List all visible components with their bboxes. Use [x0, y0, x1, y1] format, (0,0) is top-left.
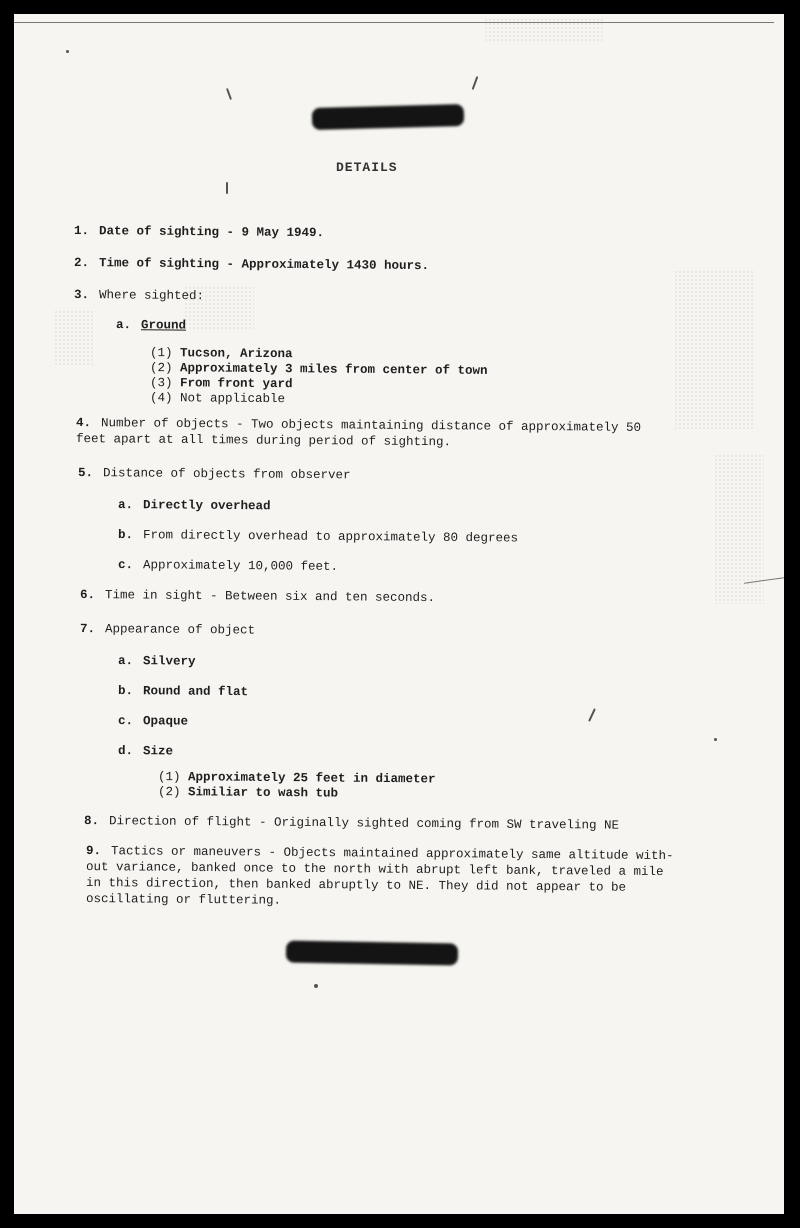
- item-7d: d. Size: [117, 744, 174, 759]
- scan-speck: [714, 738, 717, 741]
- scan-noise-mid: [184, 286, 254, 330]
- item-5a: a. Directly overhead: [117, 498, 271, 514]
- document-title: DETAILS: [336, 160, 398, 175]
- item-8: 8. Direction of flight - Originally sighted coming from SW traveling NE: [83, 814, 620, 833]
- item-5: 5. Distance of objects from observer: [77, 466, 351, 483]
- item-3a-3: (3) From front yard: [149, 376, 293, 392]
- item-3a: a. Ground: [115, 318, 187, 333]
- scan-speck: [314, 984, 318, 988]
- scan-edge-line-top: [14, 22, 774, 23]
- item-1: 1. Date of sighting - 9 May 1949.: [73, 224, 325, 241]
- item-7b: b. Round and flat: [117, 684, 249, 700]
- item-6: 6. Time in sight - Between six and ten seconds.: [79, 588, 436, 606]
- scan-speck: [66, 50, 69, 53]
- item-4-line1: 4. Number of objects - Two objects maintaining distance of approximately 50: [75, 416, 642, 435]
- redaction-top: [312, 104, 465, 130]
- item-7d-2: (2) Similiar to wash tub: [157, 785, 339, 801]
- redaction-bottom: [286, 941, 458, 966]
- item-7: 7. Appearance of object: [79, 622, 256, 638]
- item-9-line3: in this direction, then banked abruptly to NE. They did not appear to be: [85, 876, 627, 895]
- item-3a-2: (2) Approximately 3 miles from center of town: [149, 361, 488, 378]
- scan-speck: [226, 182, 228, 194]
- item-5b: b. From directly overhead to approximately 80 degrees: [117, 528, 519, 546]
- item-2: 2. Time of sighting - Approximately 1430 hours.: [73, 256, 430, 274]
- item-4-line2: feet apart at all times during period of sighting.: [75, 432, 452, 450]
- item-7d-1: (1) Approximately 25 feet in diameter: [157, 770, 436, 787]
- item-9-line2: out variance, banked once to the north with abrupt left bank, traveled a mile: [85, 860, 664, 880]
- item-9-line1: 9. Tactics or maneuvers - Objects maintained approximately same altitude with-: [85, 844, 674, 864]
- scan-noise-right: [674, 270, 754, 430]
- item-3: 3. Where sighted:: [73, 288, 205, 304]
- document-page: [14, 14, 784, 1214]
- item-7c: c. Opaque: [117, 714, 189, 729]
- scan-noise-left: [54, 310, 94, 366]
- item-9-line4: oscillating or fluttering.: [85, 892, 282, 908]
- item-7a: a. Silvery: [117, 654, 196, 669]
- scan-speck: [226, 88, 232, 100]
- item-3a-4: (4) Not applicable: [149, 391, 286, 407]
- item-3a-1: (1) Tucson, Arizona: [149, 346, 293, 362]
- item-5c: c. Approximately 10,000 feet.: [117, 558, 339, 574]
- scan-speck: [588, 708, 596, 722]
- scan-speck: [472, 76, 479, 90]
